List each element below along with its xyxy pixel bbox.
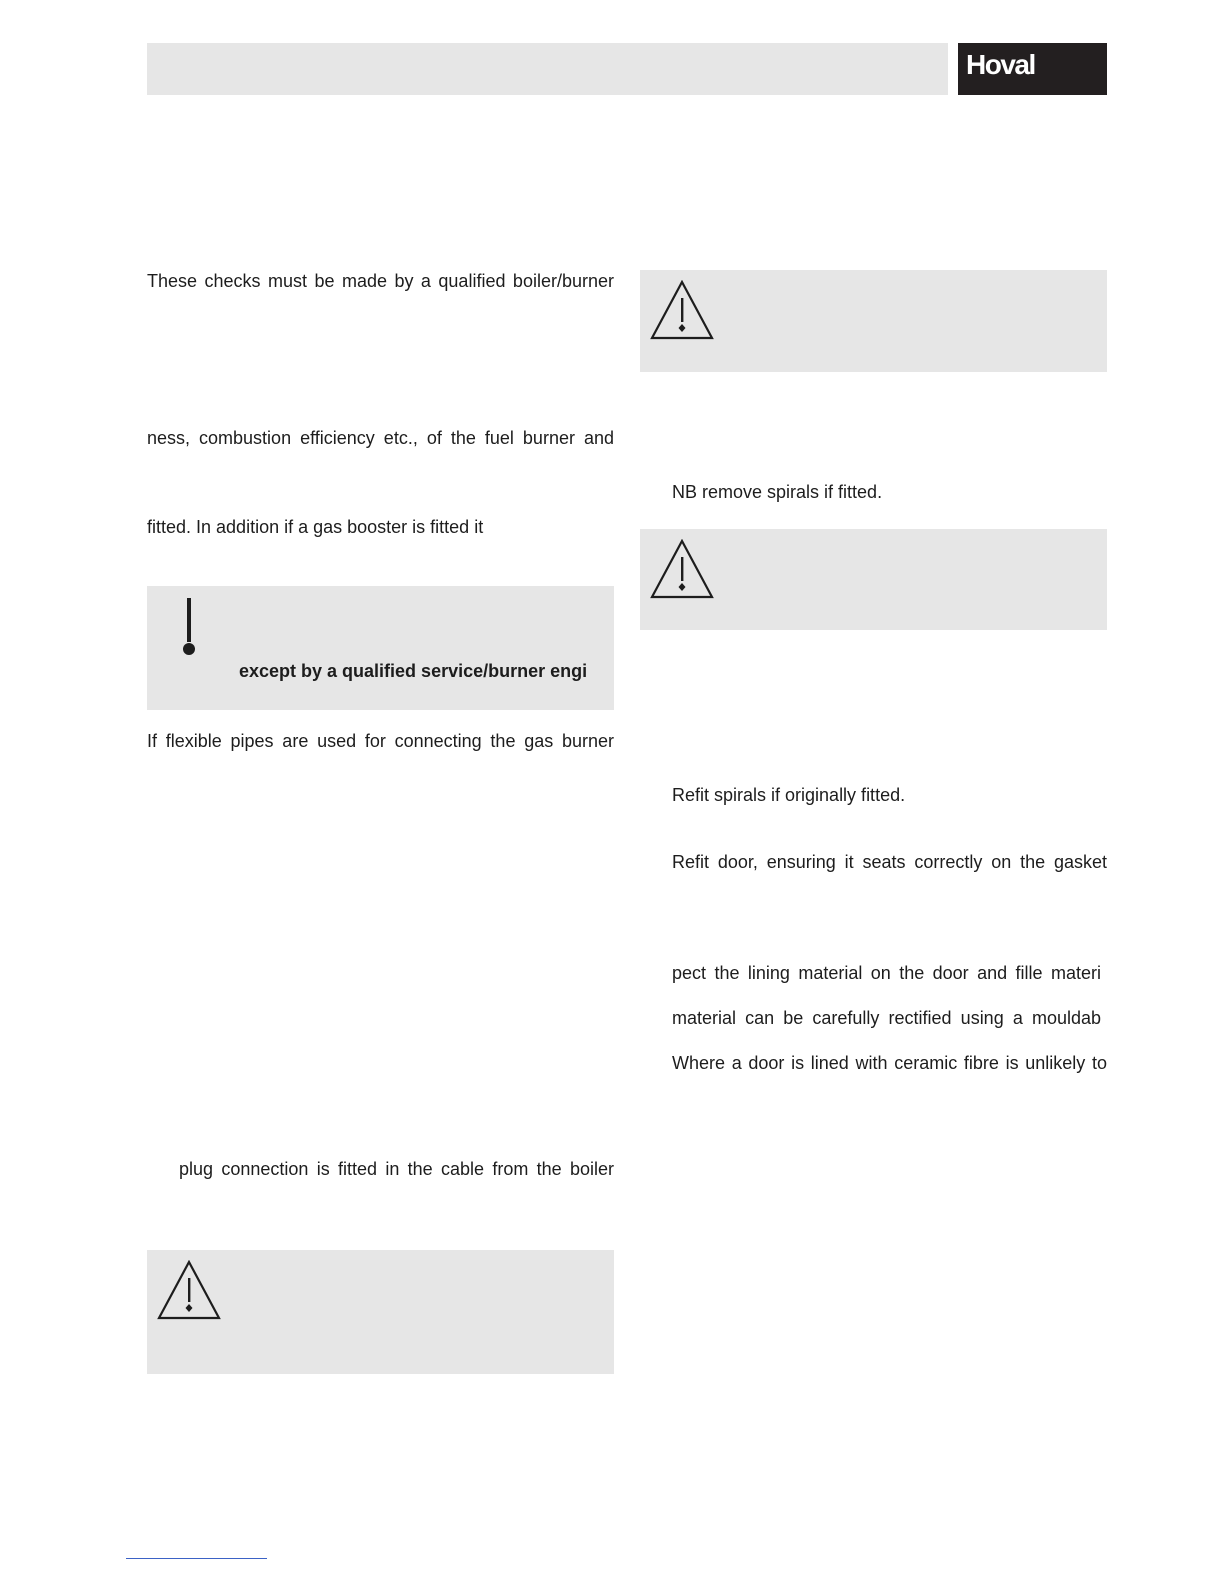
right-text-line-5: material can be carefully rectified using a mouldab	[672, 1008, 1101, 1028]
left-text-line-2: ness, combustion efficiency etc., of the fuel burner and	[147, 428, 614, 448]
brand-name: Hoval	[966, 49, 1035, 80]
right-text-line-2: Refit spirals if originally fitted.	[672, 785, 906, 805]
footer-rule	[126, 1558, 267, 1559]
right-text-line-4: pect the lining material on the door and fille materi	[672, 963, 1101, 983]
warning-triangle-icon	[650, 280, 714, 340]
notice-text: except by a qualified service/burner engi	[239, 661, 588, 681]
right-text-line-6: Where a door is lined with ceramic fibre is unlikely to	[672, 1053, 1107, 1073]
right-text-line-1: NB remove spirals if fitted.	[672, 482, 883, 502]
header-bar	[147, 43, 948, 95]
warning-triangle-icon	[650, 539, 714, 599]
warning-triangle-icon	[157, 1260, 221, 1320]
exclamation-icon	[181, 596, 197, 658]
left-text-line-1: These checks must be made by a qualified boiler/burner	[147, 271, 614, 291]
brand-logo	[958, 43, 1107, 95]
left-text-line-4: If flexible pipes are used for connecting the gas burner	[147, 731, 614, 751]
right-text-line-3: Refit door, ensuring it seats correctly on the gasket	[672, 852, 1107, 872]
left-text-line-5: plug connection is fitted in the cable from the boiler	[179, 1159, 614, 1179]
notice-box	[147, 586, 614, 710]
warning-box-left	[147, 1250, 614, 1374]
left-text-line-3: fitted. In addition if a gas booster is fitted it	[147, 517, 484, 537]
warning-box-right-2	[640, 529, 1107, 630]
warning-box-right-1	[640, 270, 1107, 372]
